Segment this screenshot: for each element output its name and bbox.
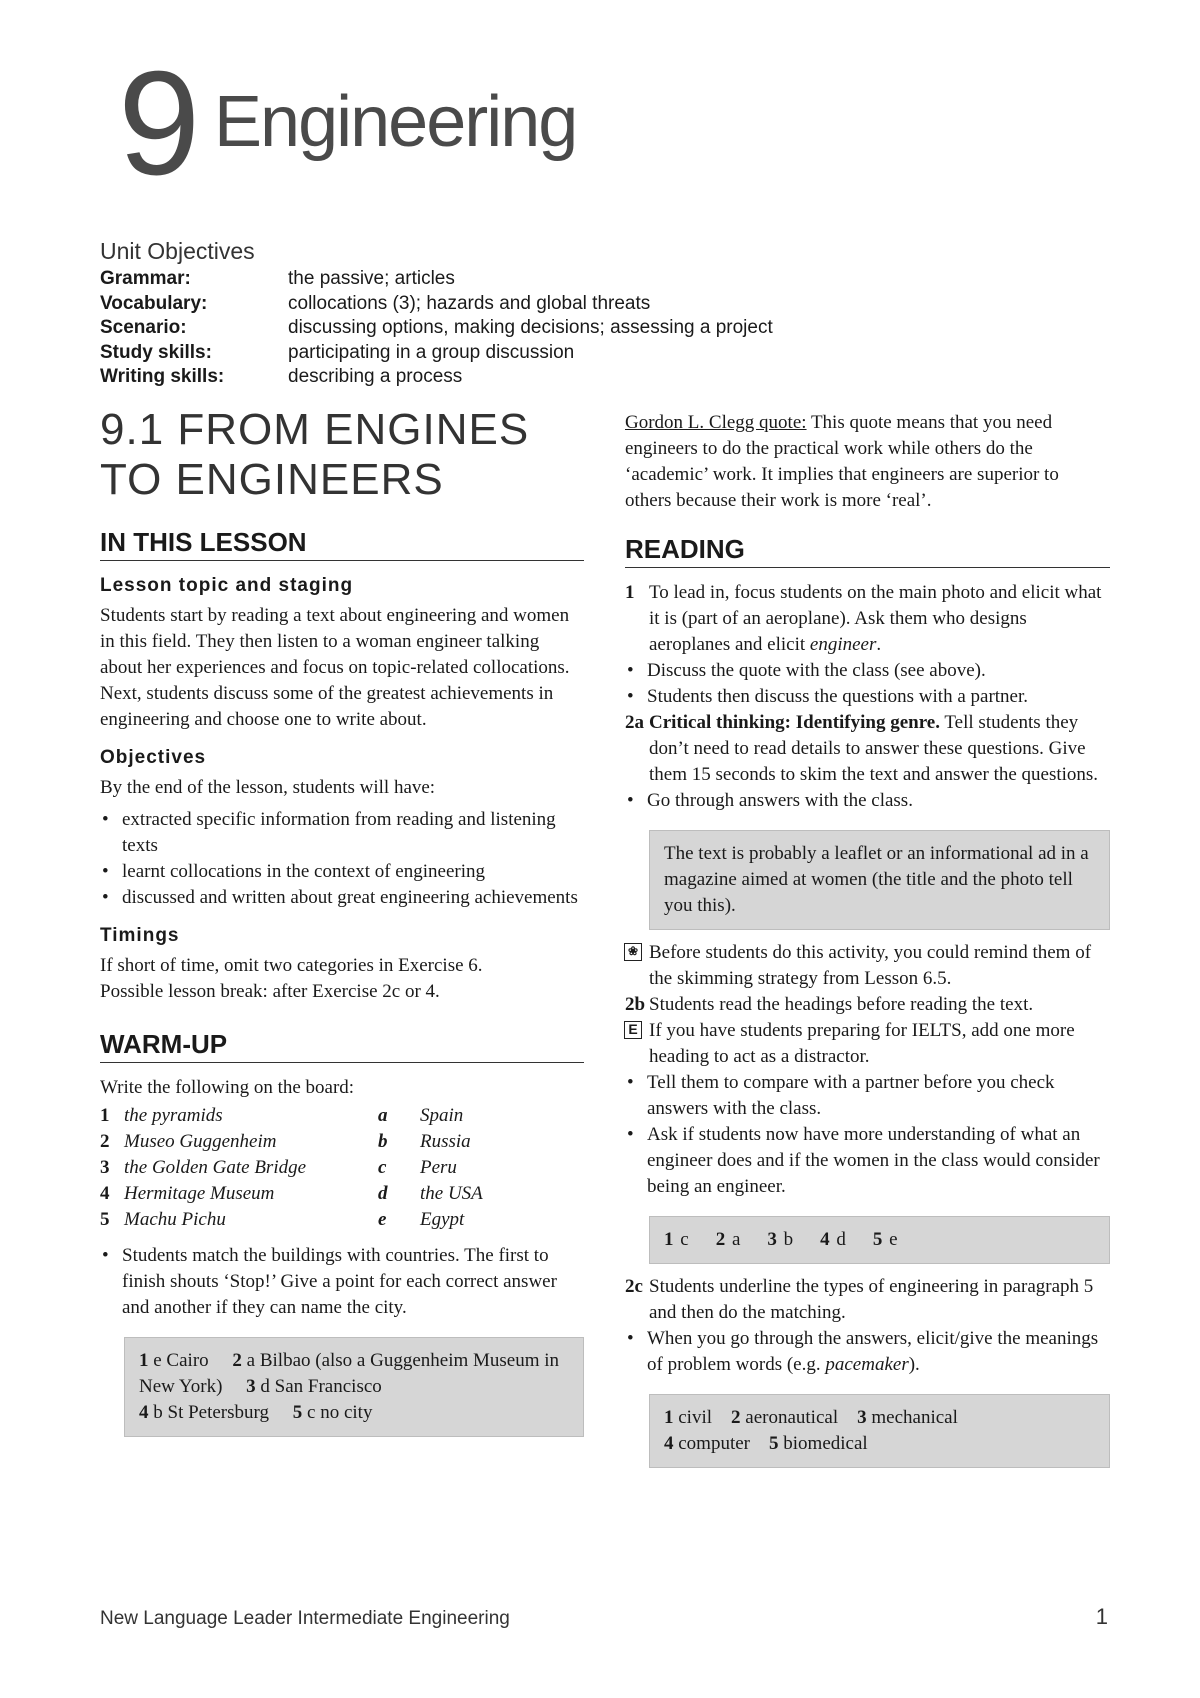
bullet-text: When you go through the answers, elicit/give the meanings of problem words (e.g. bbox=[647, 1328, 1099, 1375]
item-bold: Critical thinking: Identifying genre. bbox=[649, 712, 940, 733]
reading-item-1 bbox=[625, 580, 1110, 658]
warmup-answer-box bbox=[124, 1337, 584, 1437]
objective-row bbox=[100, 267, 900, 292]
objective-value: the passive; articles bbox=[288, 268, 455, 289]
answer-number: 4 bbox=[664, 1433, 674, 1454]
objectives-list bbox=[100, 807, 584, 911]
matching-number: 4 bbox=[100, 1183, 110, 1204]
matching-number: 2 bbox=[100, 1131, 110, 1152]
matching-letter: c bbox=[378, 1157, 387, 1178]
objective-row bbox=[100, 341, 900, 366]
tip-text: Before students do this activity, you could remind them of the skimming strategy from Lesson 6.5. bbox=[649, 942, 1092, 989]
matching-country: Egypt bbox=[420, 1209, 465, 1230]
matching-row bbox=[100, 1129, 584, 1155]
reading-bullets-3 bbox=[625, 1070, 1110, 1200]
objective-label: Scenario: bbox=[100, 317, 187, 338]
answer-number: 3 bbox=[246, 1376, 256, 1397]
answer-text: e bbox=[882, 1229, 898, 1250]
matching-row bbox=[100, 1181, 584, 1207]
answer-number: 3 bbox=[767, 1229, 777, 1250]
matching-building: Machu Pichu bbox=[124, 1209, 226, 1230]
answer-text: b bbox=[776, 1229, 794, 1250]
reading-bullets-1 bbox=[625, 658, 1110, 710]
answer-text: mechanical bbox=[866, 1407, 958, 1428]
lesson-title-line2: TO ENGINEERS bbox=[100, 455, 444, 504]
warmup-heading: WARM-UP bbox=[100, 1029, 584, 1063]
item-text: . bbox=[876, 634, 882, 655]
objectives-intro: By the end of the lesson, students will have: bbox=[100, 777, 436, 798]
answer-number: 1 bbox=[664, 1229, 674, 1250]
matching-country: the USA bbox=[420, 1183, 483, 1204]
timings-line: Possible lesson break: after Exercise 2c or 4. bbox=[100, 981, 440, 1002]
answer-number: 5 bbox=[769, 1433, 779, 1454]
topic-heading: Lesson topic and staging bbox=[100, 575, 354, 596]
list-item: • Tell them to compare with a partner before you check answers with the class. bbox=[625, 1070, 1110, 1122]
answer-text: aeronautical bbox=[740, 1407, 839, 1428]
matching-country: Spain bbox=[420, 1105, 464, 1126]
matching-row bbox=[100, 1155, 584, 1181]
bullet-italic: pacemaker bbox=[825, 1354, 909, 1375]
list-item: • Students match the buildings with countries. The first to finish shouts ‘Stop!’ Give a point for each correct answer and another if they can name the city. bbox=[100, 1243, 584, 1321]
matching-table bbox=[100, 1103, 584, 1233]
objective-label: Study skills: bbox=[100, 341, 212, 363]
item-text: Students underline the types of engineering in paragraph 5 and then do the matching. bbox=[649, 1276, 1094, 1323]
answer-text: d San Francisco bbox=[255, 1376, 382, 1397]
list-item: • Go through answers with the class. bbox=[625, 788, 1110, 814]
answer-text: biomedical bbox=[778, 1433, 868, 1454]
answer-number: 5 bbox=[872, 1229, 883, 1250]
lesson-title bbox=[100, 405, 584, 505]
matching-row bbox=[100, 1103, 584, 1129]
answer-number: 2 bbox=[731, 1407, 741, 1428]
matching-number: 5 bbox=[100, 1209, 110, 1230]
warmup-instructions bbox=[100, 1243, 584, 1321]
quote-text: This quote means that you need engineers to do the practical work while others do the ‘academic’ work. It implies that engineers are superior to others because their work is more ‘real’. bbox=[625, 412, 1059, 511]
unit-objectives-title: Unit Objectives bbox=[100, 238, 255, 264]
matching-row bbox=[100, 1207, 584, 1233]
tip-icon: ❀ bbox=[624, 943, 642, 961]
item-number: 1 bbox=[625, 582, 635, 603]
item-number: 2c bbox=[625, 1276, 643, 1297]
matching-number: 1 bbox=[100, 1105, 110, 1126]
objective-value: participating in a group discussion bbox=[288, 341, 575, 363]
reading-heading: READING bbox=[625, 534, 1110, 568]
matching-number: 3 bbox=[100, 1157, 110, 1178]
list-item bbox=[625, 1326, 1110, 1378]
objective-label: Grammar: bbox=[100, 268, 191, 289]
matching-building: Museo Guggenheim bbox=[124, 1131, 277, 1152]
lesson-title-line1: 9.1 FROM ENGINES bbox=[100, 405, 530, 454]
page-number: 1 bbox=[1095, 1604, 1108, 1629]
in-this-lesson-heading: IN THIS LESSON bbox=[100, 527, 584, 561]
answer-text: civil bbox=[673, 1407, 713, 1428]
answer-number: 4 bbox=[820, 1229, 830, 1250]
timings-heading: Timings bbox=[100, 925, 180, 946]
item-number: 2b bbox=[625, 994, 646, 1015]
matching-letter: d bbox=[378, 1183, 388, 1204]
exam-icon: E bbox=[624, 1021, 642, 1039]
matching-country: Peru bbox=[420, 1157, 457, 1178]
unit-title: Engineering bbox=[214, 82, 577, 162]
reading-bullets-2 bbox=[625, 788, 1110, 814]
list-item: • Students then discuss the questions with a partner. bbox=[625, 684, 1110, 710]
list-item: • extracted specific information from reading and listening texts bbox=[100, 807, 584, 859]
engineering-types-answer-box bbox=[649, 1394, 1110, 1468]
objective-row bbox=[100, 292, 900, 317]
left-column bbox=[100, 405, 584, 1437]
objective-label: Writing skills: bbox=[100, 366, 225, 387]
list-item: • Discuss the quote with the class (see above). bbox=[625, 658, 1110, 684]
objective-row bbox=[100, 365, 900, 390]
answer-number: 5 bbox=[292, 1402, 303, 1423]
answer-number: 4 bbox=[139, 1402, 149, 1423]
list-item: • discussed and written about great engineering achievements bbox=[100, 885, 584, 911]
answer-number: 2 bbox=[715, 1229, 726, 1250]
answer-number: 1 bbox=[139, 1350, 149, 1371]
objective-value: discussing options, making decisions; assessing a project bbox=[288, 317, 773, 338]
list-item: • learnt collocations in the context of engineering bbox=[100, 859, 584, 885]
list-item: • Ask if students now have more understanding of what an engineer does and if the women in the class would consider being an engineer. bbox=[625, 1122, 1110, 1200]
reading-item-2a bbox=[625, 710, 1110, 788]
objective-row bbox=[100, 316, 900, 341]
matching-building: the Golden Gate Bridge bbox=[124, 1157, 307, 1178]
answer-number: 2 bbox=[232, 1350, 242, 1371]
tip-text: If you have students preparing for IELTS, add one more heading to act as a distractor. bbox=[649, 1020, 1075, 1067]
answer-text: a Bilbao (also a Guggenheim Museum in New York) bbox=[139, 1350, 564, 1397]
item-italic: engineer bbox=[809, 634, 877, 655]
answer-text: c bbox=[673, 1229, 689, 1250]
matching-building: the pyramids bbox=[124, 1105, 223, 1126]
matching-letter: a bbox=[378, 1105, 388, 1126]
footer-title: New Language Leader Intermediate Engineering bbox=[100, 1608, 510, 1629]
matching-building: Hermitage Museum bbox=[124, 1183, 275, 1204]
unit-header bbox=[118, 41, 818, 212]
objectives-heading: Objectives bbox=[100, 747, 207, 768]
reading-bullets-4 bbox=[625, 1326, 1110, 1378]
objective-value: describing a process bbox=[288, 366, 463, 387]
item-text: Tell students they don’t need to read details to answer these questions. Give them 15 seconds to skim the text and answer the questions. bbox=[649, 712, 1099, 785]
bullet-text: ). bbox=[908, 1354, 920, 1375]
matching-letter: e bbox=[378, 1209, 387, 1230]
reading-item-2c bbox=[625, 1274, 1110, 1326]
answer-text: e Cairo bbox=[148, 1350, 233, 1371]
headings-answer-box bbox=[649, 1216, 1110, 1264]
matching-letter: b bbox=[378, 1131, 388, 1152]
answer-text: d bbox=[829, 1229, 846, 1250]
unit-objectives bbox=[100, 238, 900, 390]
ielts-tip bbox=[625, 1018, 1110, 1070]
answer-number: 3 bbox=[857, 1407, 867, 1428]
right-column bbox=[625, 410, 1110, 1468]
item-text: Students read the headings before reading the text. bbox=[649, 994, 1034, 1015]
objective-value: collocations (3); hazards and global threats bbox=[288, 292, 651, 314]
answer-text: a bbox=[725, 1229, 741, 1250]
answer-text: c no city bbox=[302, 1402, 373, 1423]
answer-number: 1 bbox=[664, 1407, 674, 1428]
item-text: To lead in, focus students on the main photo and elicit what it is (part of an aeroplane). Ask them who designs aeroplanes and elicit bbox=[649, 582, 1102, 655]
answer-text: b St Petersburg bbox=[148, 1402, 293, 1423]
timings-line: If short of time, omit two categories in Exercise 6. bbox=[100, 955, 483, 976]
item-number: 2a bbox=[625, 712, 644, 733]
quote-note bbox=[625, 410, 1110, 514]
warmup-intro: Write the following on the board: bbox=[100, 1077, 355, 1098]
unit-number: 9 bbox=[118, 41, 197, 206]
quote-label: Gordon L. Clegg quote: bbox=[625, 412, 807, 433]
reading-item-2b bbox=[625, 992, 1110, 1018]
matching-country: Russia bbox=[420, 1131, 471, 1152]
topic-text: Students start by reading a text about engineering and women in this field. They then listen to a woman engineer talking about her experiences and focus on topic-related collocations. Next, students discuss some of the greatest achievements in engineering and choose one to write about. bbox=[100, 605, 570, 730]
objective-label: Vocabulary: bbox=[100, 292, 208, 314]
teaching-tip bbox=[625, 940, 1110, 992]
genre-answer-box: The text is probably a leaflet or an informational ad in a magazine aimed at women (the title and the photo tell you this). bbox=[649, 830, 1110, 930]
answer-text: computer bbox=[673, 1433, 751, 1454]
